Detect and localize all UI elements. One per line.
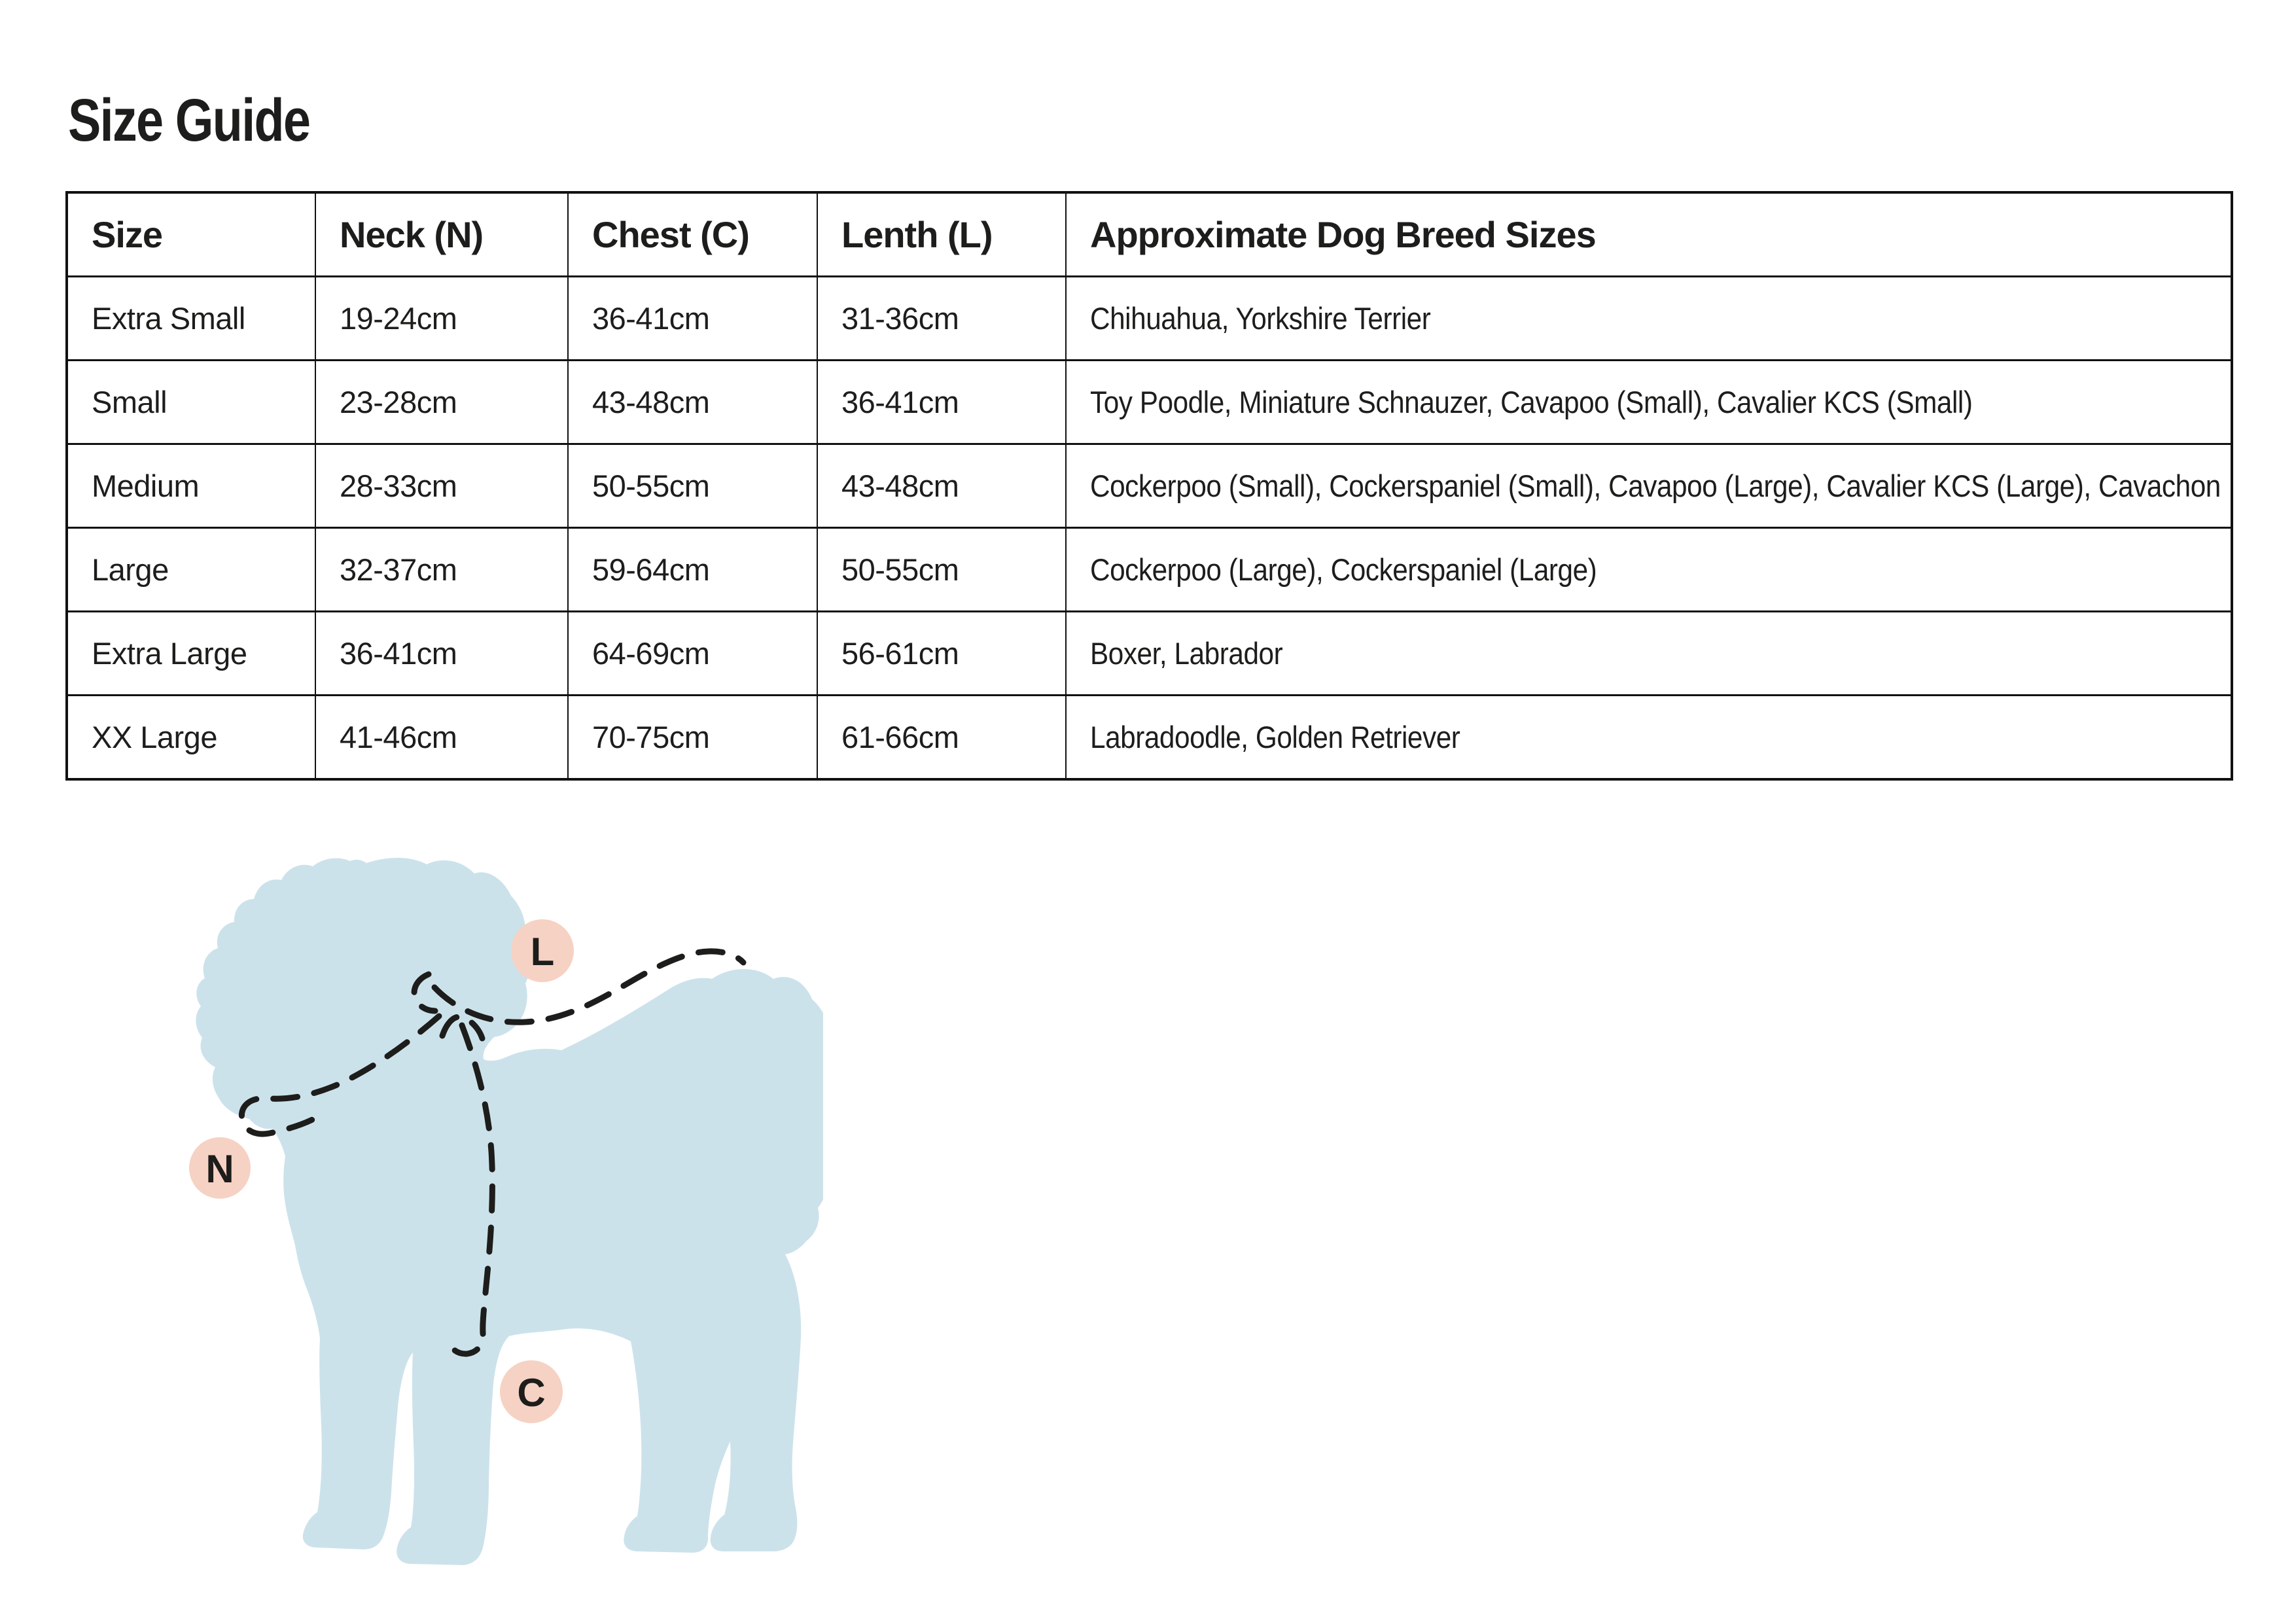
page-title: Size Guide bbox=[68, 87, 310, 154]
cell-length: 31-36cm bbox=[817, 277, 1066, 361]
cell-length: 36-41cm bbox=[817, 361, 1066, 444]
cell-neck: 32-37cm bbox=[315, 528, 568, 612]
size-guide-table bbox=[65, 191, 2233, 781]
col-header-chest: Chest (C) bbox=[568, 192, 817, 277]
table-row-small bbox=[67, 361, 2232, 444]
cell-neck: 23-28cm bbox=[315, 361, 568, 444]
cell-size: Extra Large bbox=[67, 612, 315, 696]
neck-badge bbox=[189, 1137, 251, 1199]
table-row-medium bbox=[67, 444, 2232, 528]
cell-size: Extra Small bbox=[67, 277, 315, 361]
table-row-large bbox=[67, 528, 2232, 612]
chest-badge bbox=[500, 1360, 563, 1423]
cell-length: 43-48cm bbox=[817, 444, 1066, 528]
cell-breeds bbox=[1066, 612, 2232, 696]
breeds-text: Cockerpoo (Large), Cockerspaniel (Large) bbox=[1090, 552, 1597, 587]
neck-badge-letter: N bbox=[205, 1147, 234, 1191]
cell-size: Medium bbox=[67, 444, 315, 528]
cell-size: Small bbox=[67, 361, 315, 444]
breeds-text: Boxer, Labrador bbox=[1090, 636, 1283, 671]
col-header-neck: Neck (N) bbox=[315, 192, 568, 277]
cell-chest: 70-75cm bbox=[568, 696, 817, 780]
cell-neck: 28-33cm bbox=[315, 444, 568, 528]
length-badge bbox=[511, 919, 574, 982]
breeds-text: Cockerpoo (Small), Cockerspaniel (Small), Cavapoo (Large), Cavalier KCS (Large), Cavachon bbox=[1090, 468, 2221, 503]
cell-chest: 36-41cm bbox=[568, 277, 817, 361]
length-badge-letter: L bbox=[530, 930, 555, 974]
cell-neck: 19-24cm bbox=[315, 277, 568, 361]
header-row bbox=[67, 192, 2232, 277]
cell-neck: 41-46cm bbox=[315, 696, 568, 780]
cell-length: 50-55cm bbox=[817, 528, 1066, 612]
cell-breeds bbox=[1066, 277, 2232, 361]
col-header-size: Size bbox=[67, 192, 315, 277]
cell-length: 61-66cm bbox=[817, 696, 1066, 780]
cell-breeds bbox=[1066, 528, 2232, 612]
size-table-header bbox=[67, 192, 2232, 277]
col-header-length: Lenth (L) bbox=[817, 192, 1066, 277]
cell-chest: 43-48cm bbox=[568, 361, 817, 444]
cell-size: XX Large bbox=[67, 696, 315, 780]
cell-chest: 50-55cm bbox=[568, 444, 817, 528]
cell-neck: 36-41cm bbox=[315, 612, 568, 696]
table-row-extra-small bbox=[67, 277, 2232, 361]
cell-breeds bbox=[1066, 696, 2232, 780]
cell-breeds bbox=[1066, 361, 2232, 444]
cell-size: Large bbox=[67, 528, 315, 612]
breeds-text: Toy Poodle, Miniature Schnauzer, Cavapoo (Small), Cavalier KCS (Small) bbox=[1090, 385, 1973, 419]
cell-chest: 64-69cm bbox=[568, 612, 817, 696]
col-header-breeds: Approximate Dog Breed Sizes bbox=[1066, 192, 2232, 277]
table-row-xx-large bbox=[67, 696, 2232, 780]
breeds-text: Labradoodle, Golden Retriever bbox=[1090, 720, 1460, 754]
dog-silhouette bbox=[196, 858, 823, 1565]
cell-chest: 59-64cm bbox=[568, 528, 817, 612]
chest-badge-letter: C bbox=[517, 1371, 546, 1415]
dog-measurement-diagram bbox=[182, 854, 823, 1590]
cell-length: 56-61cm bbox=[817, 612, 1066, 696]
cell-breeds bbox=[1066, 444, 2232, 528]
table-row-extra-large bbox=[67, 612, 2232, 696]
size-table-body bbox=[67, 277, 2232, 780]
breeds-text: Chihuahua, Yorkshire Terrier bbox=[1090, 301, 1431, 336]
